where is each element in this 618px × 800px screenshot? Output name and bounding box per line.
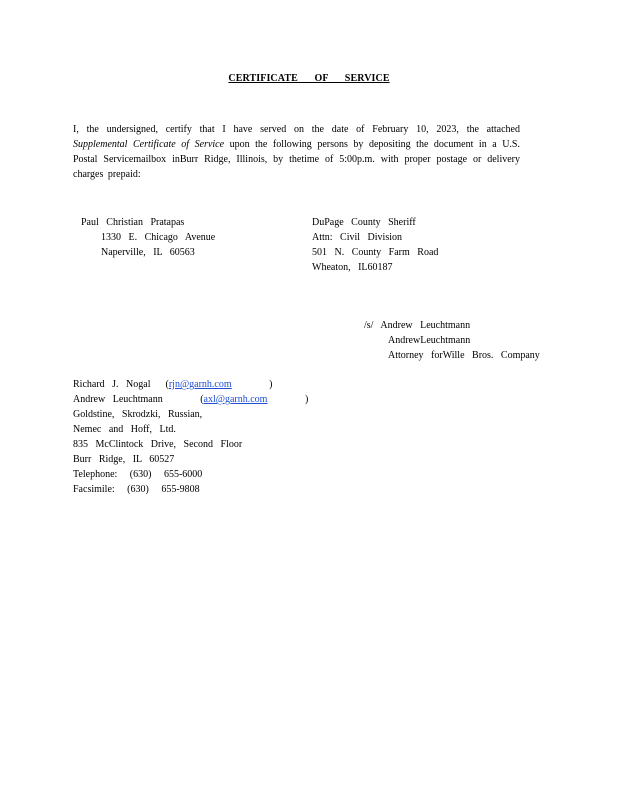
signer-name: AndrewLeuchtmann [388, 335, 471, 346]
telephone-number: (630) 655-6000 [129, 469, 203, 480]
firm-contact-block [73, 377, 308, 497]
attorney-2-name: Andrew Leuchtmann [73, 394, 163, 405]
served-party-city: Wheaton, IL60187 [312, 262, 393, 273]
facsimile-line [73, 482, 308, 497]
signer-role: Attorney forWille Bros. Company [388, 350, 540, 361]
signature-line: /s/ Andrew Leuchtmann [364, 320, 471, 331]
document-title [0, 73, 618, 84]
served-party-city: Naperville, IL 60563 [101, 247, 195, 258]
telephone-label: Telephone: [73, 469, 118, 480]
facsimile-label: Facsimile: [73, 484, 115, 495]
served-party-name: Paul Christian Pratapas [81, 217, 185, 228]
signature-block [364, 318, 540, 363]
served-party-address: 501 N. County Farm Road [312, 247, 439, 258]
facsimile-number: (630) 655-9808 [127, 484, 200, 495]
served-party-address: 1330 E. Chicago Avenue [101, 232, 216, 243]
paragraph-text-1: I, the undersigned, certify that I have served on the date of February 10, 2023, the attached [73, 124, 520, 135]
attorney-1-name: Richard J. Nogal [73, 379, 151, 390]
served-party-name: DuPage County Sheriff [312, 217, 416, 228]
firm-name-line-1: Goldstine, Skrodzki, Russian, [73, 409, 203, 420]
certification-paragraph [73, 122, 520, 182]
attorney-2-line: Andrew Leuchtmann (axl@garnh.com ) [73, 394, 309, 405]
served-party-left [81, 215, 215, 260]
telephone-line [73, 467, 308, 482]
attached-document-title: Supplemental Certificate of Service [73, 139, 225, 150]
attorney-1-line: Richard J. Nogal (rjn@garnh.com ) [73, 379, 273, 390]
title-text: CERTIFICATE OF SERVICE [228, 73, 390, 84]
paragraph-text-2: upon the following persons by depositing the document in a U.S. Postal Servicemailbox inBurr Ridge, Illinois, by thetime of 5:00p.m. with proper postage or delivery charges prepaid: [73, 139, 520, 180]
firm-address: 835 McClintock Drive, Second Floor [73, 439, 243, 450]
attorney-2-email-link[interactable]: axl@garnh.com [203, 394, 268, 405]
served-party-attn: Attn: Civil Division [312, 232, 403, 243]
firm-name-line-2: Nemec and Hoff, Ltd. [73, 424, 176, 435]
served-party-right [312, 215, 438, 275]
attorney-1-email-link[interactable]: rjn@garnh.com [168, 379, 232, 390]
firm-city: Burr Ridge, IL 60527 [73, 454, 175, 465]
